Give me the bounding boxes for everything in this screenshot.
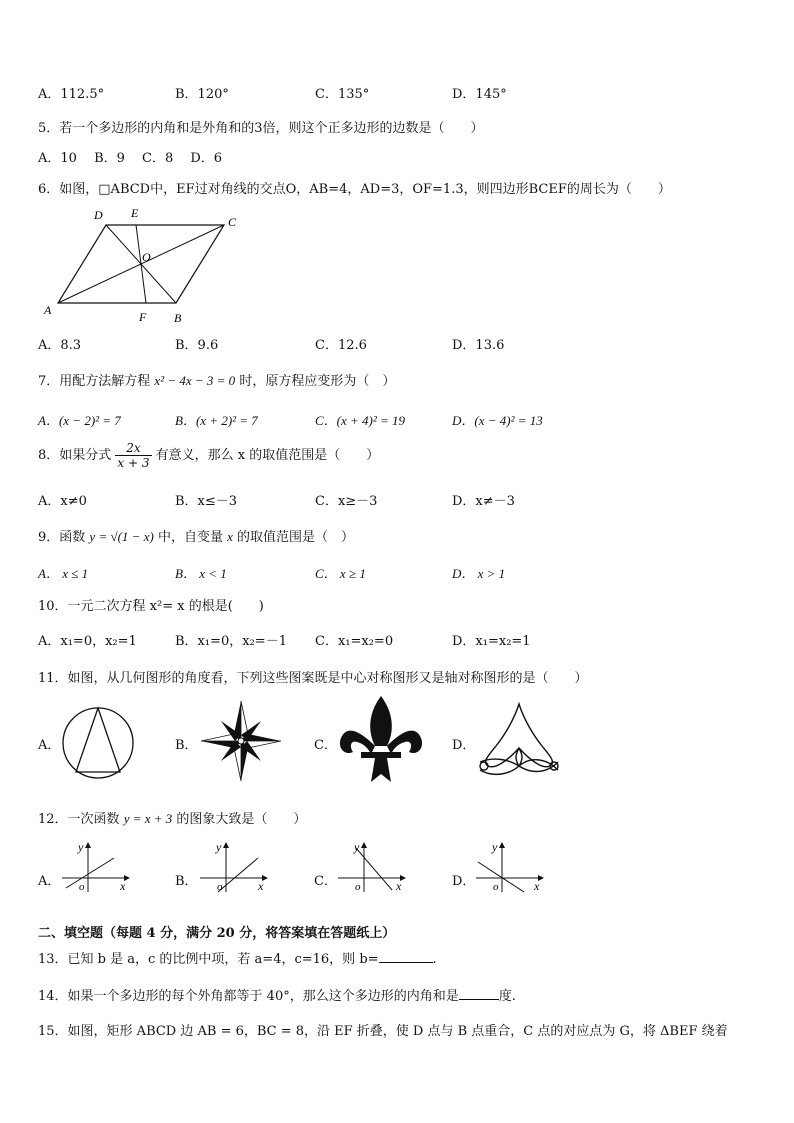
q9-text — [38, 526, 354, 545]
graph-a-x-label: x — [120, 879, 126, 893]
q13-text — [38, 948, 437, 967]
q6-option-c: C．12.6 — [315, 338, 367, 353]
q8-text-post: 有意义，那么 x 的取值范围是（ ） — [155, 448, 380, 463]
q7-equation: x² − 4x − 3 = 0 — [154, 373, 236, 388]
q13-answer-blank — [379, 950, 433, 963]
q11-text: 11．如图，从几何图形的角度看，下列这些图案既是中心对称图形又是轴对称图形的是（ ） — [38, 671, 588, 686]
parallelogram-figure — [36, 205, 246, 327]
graph-a — [58, 840, 132, 894]
q10-option-d: D．x₁=x₂=1 — [452, 634, 531, 649]
q7-text — [38, 370, 395, 389]
q11-option-d: D． — [452, 738, 476, 753]
graph-c — [334, 840, 408, 894]
graph-d-y-label: y — [492, 840, 498, 854]
compass-star-figure — [200, 700, 282, 782]
q12-text-post: 的图象大致是（ ） — [176, 812, 307, 827]
graph-d — [472, 840, 546, 894]
q12-text-pre: 12．一次函数 — [38, 812, 120, 827]
graph-d-origin-label: o — [493, 881, 499, 893]
graph-b — [196, 840, 270, 894]
fleur-de-lis-figure — [335, 694, 427, 786]
q14-text — [38, 985, 516, 1004]
q9-text-post: 中，自变量 — [157, 530, 223, 545]
q8-frac-den: x + 3 — [117, 456, 150, 470]
q10-text: 10．一元二次方程 x²= x 的根是( ) — [38, 599, 264, 614]
q7-text-post: 时，原方程应变形为（ ） — [239, 374, 396, 389]
q7-option-a: A．(x − 2)² = 7 — [38, 413, 121, 428]
q14-answer-blank — [459, 987, 499, 1000]
q13-text-pre: 13．已知 b 是 a，c 的比例中项，若 a=4，c=16，则 b= — [38, 952, 379, 967]
q8-option-d: D．x≠－3 — [452, 494, 515, 509]
q6-text: 6．如图，□ABCD中，EF过对角线的交点O，AB=4，AD=3，OF=1.3，则四边形BCEF的周长为（ ） — [38, 182, 671, 197]
q8-text — [38, 441, 379, 470]
point-label-o: O — [142, 250, 151, 264]
graph-c-origin-label: o — [355, 881, 361, 893]
q9-option-b: B． x < 1 — [175, 566, 227, 581]
q9-func: y = √(1 − x) — [89, 529, 154, 544]
graph-c-x-label: x — [396, 879, 402, 893]
q6-option-d: D．13.6 — [452, 338, 505, 353]
circle-triangle-figure — [60, 705, 136, 781]
q6-option-b: B．9.6 — [175, 338, 219, 353]
graph-d-x-label: x — [534, 879, 540, 893]
q8-text-pre: 8．如果分式 — [38, 448, 112, 463]
q12-text — [38, 808, 306, 827]
q14-text-pre: 14．如果一个多边形的每个外角都等于 40°，那么这个多边形的内角和是 — [38, 989, 459, 1004]
q12-option-d: D． — [452, 874, 476, 889]
graph-b-y-label: y — [216, 840, 222, 854]
q12-func: y = x + 3 — [123, 811, 173, 826]
graph-c-y-label: y — [354, 840, 360, 854]
vertex-label-d: D — [94, 208, 103, 222]
q10-option-b: B．x₁=0，x₂=－1 — [175, 634, 287, 649]
q4-option-a: A．112.5° — [38, 87, 105, 102]
q4-option-b: B．120° — [175, 87, 229, 102]
q13-text-post: . — [432, 952, 437, 967]
q10-option-c: C．x₁=x₂=0 — [315, 634, 394, 649]
vertex-label-c: C — [228, 215, 237, 229]
q7-option-d: D．(x − 4)² = 13 — [452, 413, 543, 428]
q12-option-b: B． — [175, 874, 198, 889]
q12-option-a: A． — [38, 874, 61, 889]
q9-option-a: A． x ≤ 1 — [38, 566, 89, 581]
q9-var: x — [227, 529, 233, 544]
q6-option-a: A．8.3 — [38, 338, 82, 353]
q5-text: 5．若一个多边形的内角和是外角和的3倍，则这个正多边形的边数是（ ） — [38, 121, 484, 136]
graph-a-origin-label: o — [79, 881, 85, 893]
q4-option-d: D．145° — [452, 87, 507, 102]
q12-option-c: C． — [314, 874, 337, 889]
q15-text: 15．如图，矩形 ABCD 边 AB = 6，BC = 8，沿 EF 折叠，使 D 点与 B 点重合，C 点的对应点为 G，将 ΔBEF 绕着 — [38, 1024, 728, 1039]
vertex-label-b: B — [174, 311, 182, 325]
q8-frac-num: 2x — [115, 441, 151, 456]
q7-text-pre: 7．用配方法解方程 — [38, 374, 151, 389]
point-label-f: F — [139, 310, 147, 324]
q8-option-c: C．x≥－3 — [315, 494, 378, 509]
q5-options: A．10 B．9 C．8 D．6 — [38, 151, 223, 166]
q11-option-c: C． — [314, 738, 337, 753]
q8-fraction — [115, 441, 151, 470]
q11-option-a: A． — [38, 738, 61, 753]
q14-text-post: 度. — [498, 989, 516, 1004]
section-2-title: 二、填空题（每题 4 分，满分 20 分，将答案填在答题纸上） — [38, 926, 396, 941]
q8-option-a: A．x≠0 — [38, 494, 87, 509]
graph-b-origin-label: o — [217, 881, 223, 893]
q9-option-c: C． x ≥ 1 — [315, 566, 366, 581]
q7-option-b: B．(x + 2)² = 7 — [175, 413, 258, 428]
q9-text-pre: 9．函数 — [38, 530, 86, 545]
q4-option-c: C．135° — [315, 87, 370, 102]
graph-a-y-label: y — [78, 840, 84, 854]
q9-option-d: D． x > 1 — [452, 566, 506, 581]
q11-option-b: B． — [175, 738, 198, 753]
q7-option-c: C．(x + 4)² = 19 — [315, 413, 406, 428]
point-label-e: E — [131, 206, 139, 220]
ornament-flourish-figure — [474, 700, 564, 782]
graph-b-x-label: x — [258, 879, 264, 893]
vertex-label-a: A — [44, 303, 52, 317]
q10-option-a: A．x₁=0，x₂=1 — [38, 634, 137, 649]
q8-option-b: B．x≤－3 — [175, 494, 238, 509]
q9-text-end: 的取值范围是（ ） — [237, 530, 355, 545]
